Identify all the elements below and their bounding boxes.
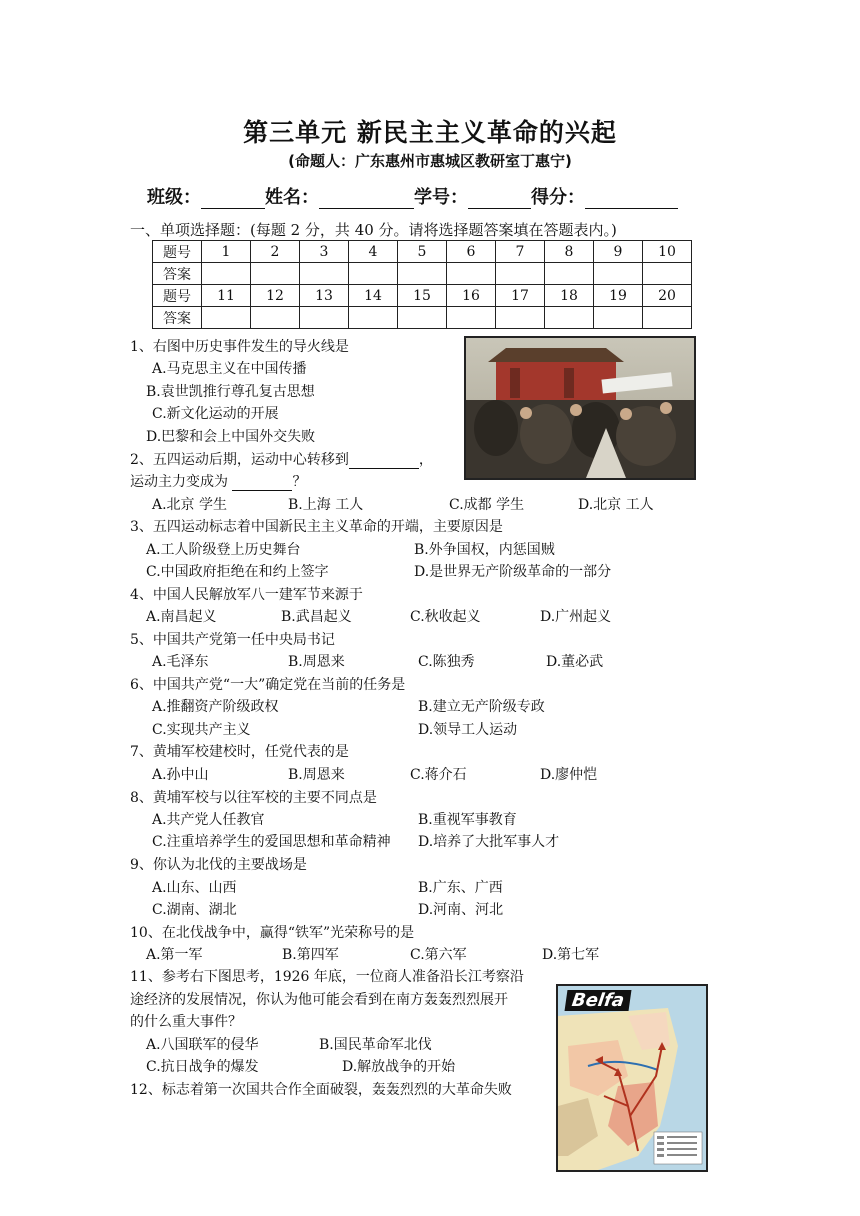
table-cell: 4	[349, 241, 398, 263]
painting-illustration	[466, 338, 694, 478]
table-row	[153, 307, 692, 329]
table-cell: 9	[594, 241, 643, 263]
answer-table	[152, 240, 692, 329]
q2-option-a[interactable]: A.北京 学生	[152, 497, 228, 513]
q8-option-c[interactable]: C.注重培养学生的爱国思想和革命精神	[152, 834, 391, 850]
table-cell: 17	[496, 285, 545, 307]
q10-stem: 10、在北伐战争中，赢得“铁军”光荣称号的是	[130, 925, 415, 941]
table-cell: 11	[202, 285, 251, 307]
q3-option-b[interactable]: B.外争国权，内惩国贼	[414, 542, 555, 558]
q10-option-d[interactable]: D.第七军	[542, 947, 600, 963]
q1-option-c[interactable]: C.新文化运动的开展	[152, 406, 279, 422]
q2-option-b[interactable]: B.上海 工人	[288, 497, 364, 513]
q4-option-b[interactable]: B.武昌起义	[281, 609, 352, 625]
q1-option-a[interactable]: A.马克思主义在中国传播	[152, 361, 307, 377]
map-logo: Belfa	[565, 990, 632, 1011]
id-label: 学号：	[414, 187, 468, 208]
q7-stem: 7、黄埔军校建校时，任党代表的是	[130, 744, 349, 760]
q2-stem-line2	[130, 471, 306, 491]
q8-option-a[interactable]: A.共产党人任教官	[152, 812, 265, 828]
table-cell: 8	[545, 241, 594, 263]
q5-stem: 5、中国共产党第一任中央局书记	[130, 632, 335, 648]
table-cell: 20	[643, 285, 692, 307]
answer-cell[interactable]	[349, 263, 398, 285]
q2-blank-2[interactable]	[232, 476, 292, 491]
q10-option-c[interactable]: C.第六军	[410, 947, 467, 963]
row-label-a: 答案	[153, 263, 202, 285]
q11-stem-line3: 的什么重大事件？	[130, 1014, 242, 1030]
name-field[interactable]	[319, 190, 414, 209]
q5-option-c[interactable]: C.陈独秀	[418, 654, 475, 670]
table-cell: 2	[251, 241, 300, 263]
class-label: 班级：	[147, 187, 201, 208]
table-cell: 5	[398, 241, 447, 263]
q10-option-b[interactable]: B.第四军	[282, 947, 339, 963]
table-cell: 7	[496, 241, 545, 263]
answer-cell[interactable]	[496, 263, 545, 285]
answer-cell[interactable]	[202, 307, 251, 329]
q11-option-d[interactable]: D.解放战争的开始	[342, 1059, 456, 1075]
table-cell: 18	[545, 285, 594, 307]
q2-question-mark: ？	[292, 474, 307, 490]
q6-option-c[interactable]: C.实现共产主义	[152, 722, 251, 738]
q8-stem: 8、黄埔军校与以往军校的主要不同点是	[130, 790, 377, 806]
answer-cell[interactable]	[398, 263, 447, 285]
row-label-q: 题号	[153, 241, 202, 263]
may-fourth-painting	[464, 336, 696, 480]
q12-stem: 12、标志着第一次国共合作全面破裂，轰轰烈烈的大革命失败	[130, 1082, 512, 1098]
answer-cell[interactable]	[643, 307, 692, 329]
q10-option-a[interactable]: A.第一军	[146, 947, 203, 963]
answer-cell[interactable]	[349, 307, 398, 329]
q2-stem-text: 2、五四运动后期，运动中心转移到	[130, 452, 349, 468]
q6-stem: 6、中国共产党“一大”确定党在当前的任务是	[130, 677, 406, 693]
answer-cell[interactable]	[398, 307, 447, 329]
section1-heading: 一、单项选择题：(每题 2 分，共 40 分。请将选择题答案填在答题表内。)	[130, 221, 617, 239]
q2-punct: ，	[418, 452, 433, 468]
q11-option-c[interactable]: C.抗日战争的爆发	[146, 1059, 259, 1075]
q7-option-b[interactable]: B.周恩来	[288, 767, 345, 783]
row-label-a: 答案	[153, 307, 202, 329]
q11-option-b[interactable]: B.国民革命军北伐	[319, 1037, 432, 1053]
q5-option-b[interactable]: B.周恩来	[288, 654, 345, 670]
q2-blank-1[interactable]	[349, 454, 419, 469]
q2-option-d[interactable]: D.北京 工人	[578, 497, 654, 513]
answer-cell[interactable]	[447, 263, 496, 285]
northern-expedition-map	[556, 984, 708, 1172]
q9-option-a[interactable]: A.山东、山西	[152, 880, 237, 896]
row-label-q: 题号	[153, 285, 202, 307]
table-cell: 15	[398, 285, 447, 307]
author-subtitle: (命题人：广东惠州市惠城区教研室丁惠宁)	[288, 152, 572, 170]
table-cell: 10	[643, 241, 692, 263]
table-cell: 12	[251, 285, 300, 307]
answer-cell[interactable]	[300, 307, 349, 329]
q6-option-a[interactable]: A.推翻资产阶级政权	[152, 699, 279, 715]
q1-option-d[interactable]: D.巴黎和会上中国外交失败	[146, 429, 316, 445]
table-cell: 6	[447, 241, 496, 263]
table-cell: 1	[202, 241, 251, 263]
q3-option-c[interactable]: C.中国政府拒绝在和约上签字	[146, 564, 329, 580]
answer-cell[interactable]	[643, 263, 692, 285]
q9-option-c[interactable]: C.湖南、湖北	[152, 902, 237, 918]
table-cell: 14	[349, 285, 398, 307]
id-field[interactable]	[468, 190, 531, 209]
table-row	[153, 241, 692, 263]
score-label: 得分：	[531, 187, 585, 208]
q4-option-a[interactable]: A.南昌起义	[146, 609, 217, 625]
q5-option-a[interactable]: A.毛泽东	[152, 654, 209, 670]
student-info-row	[147, 183, 678, 209]
answer-cell[interactable]	[545, 307, 594, 329]
answer-cell[interactable]	[300, 263, 349, 285]
q4-option-d[interactable]: D.广州起义	[540, 609, 612, 625]
q9-option-b[interactable]: B.广东、广西	[418, 880, 503, 896]
answer-cell[interactable]	[594, 307, 643, 329]
answer-cell[interactable]	[496, 307, 545, 329]
answer-cell[interactable]	[202, 263, 251, 285]
q4-option-c[interactable]: C.秋收起义	[410, 609, 481, 625]
q1-option-b[interactable]: B.袁世凯推行尊孔复古思想	[146, 384, 315, 400]
table-cell: 13	[300, 285, 349, 307]
q6-option-b[interactable]: B.建立无产阶级专政	[418, 699, 545, 715]
q7-option-a[interactable]: A.孙中山	[152, 767, 209, 783]
table-cell: 3	[300, 241, 349, 263]
answer-cell[interactable]	[447, 307, 496, 329]
answer-cell[interactable]	[251, 307, 300, 329]
map-illustration	[558, 986, 706, 1170]
q9-option-d[interactable]: D.河南、河北	[418, 902, 504, 918]
q3-option-d[interactable]: D.是世界无产阶级革命的一部分	[414, 564, 612, 580]
q2-stem-line1	[130, 449, 433, 469]
q1-stem: 1、右图中历史事件发生的导火线是	[130, 339, 349, 355]
score-field[interactable]	[585, 190, 678, 209]
q5-option-d[interactable]: D.董必武	[546, 654, 604, 670]
q8-option-d[interactable]: D.培养了大批军事人才	[418, 834, 560, 850]
q3-option-a[interactable]: A.工人阶级登上历史舞台	[146, 542, 301, 558]
answer-cell[interactable]	[545, 263, 594, 285]
table-row	[153, 285, 692, 307]
table-row	[153, 263, 692, 285]
q7-option-d[interactable]: D.廖仲恺	[540, 767, 598, 783]
q11-option-a[interactable]: A.八国联军的侵华	[146, 1037, 259, 1053]
answer-cell[interactable]	[251, 263, 300, 285]
q11-stem-line2: 途经济的发展情况，你认为他可能会看到在南方轰轰烈烈展开	[130, 992, 508, 1008]
name-label: 姓名：	[265, 187, 319, 208]
table-cell: 16	[447, 285, 496, 307]
q4-stem: 4、中国人民解放军八一建军节来源于	[130, 587, 363, 603]
q8-option-b[interactable]: B.重视军事教育	[418, 812, 517, 828]
q7-option-c[interactable]: C.蒋介石	[410, 767, 467, 783]
answer-cell[interactable]	[594, 263, 643, 285]
q11-stem-line1: 11、参考右下图思考，1926 年底，一位商人准备沿长江考察沿	[130, 969, 524, 985]
table-cell: 19	[594, 285, 643, 307]
q3-stem: 3、五四运动标志着中国新民主主义革命的开端，主要原因是	[130, 519, 503, 535]
class-field[interactable]	[201, 190, 265, 209]
q2-stem-text-2: 运动主力变成为	[130, 474, 228, 490]
q9-stem: 9、你认为北伐的主要战场是	[130, 857, 307, 873]
q6-option-d[interactable]: D.领导工人运动	[418, 722, 518, 738]
page-title: 第三单元 新民主主义革命的兴起	[243, 118, 617, 147]
q2-option-c[interactable]: C.成都 学生	[449, 497, 525, 513]
